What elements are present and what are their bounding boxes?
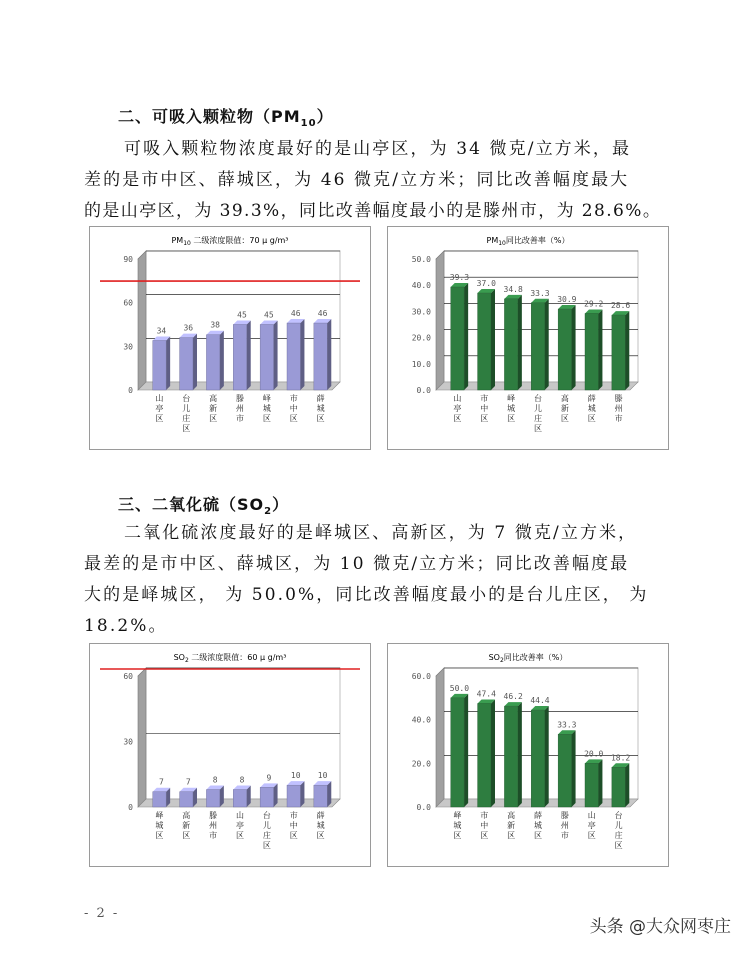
category-label-glyph: 儿 — [182, 404, 191, 413]
category-label-glyph: 州 — [209, 821, 218, 830]
category-label-glyph: 峄 — [262, 394, 271, 403]
so2-paragraph — [84, 518, 674, 642]
category-label-glyph: 庄 — [262, 831, 271, 840]
category-label — [588, 810, 596, 840]
category-label-glyph: 城 — [316, 404, 325, 413]
category-label — [615, 393, 623, 423]
paragraph-line: 最差的是市中区、薛城区，为 10 微克/立方米；同比改善幅度最 — [84, 554, 630, 574]
bar-value-label: 45 — [237, 310, 247, 320]
bar — [558, 734, 571, 807]
category-label-glyph: 高 — [209, 394, 218, 403]
category-label-glyph: 台 — [534, 394, 542, 403]
category-label-glyph: 亭 — [155, 404, 164, 413]
category-label-glyph: 市 — [289, 394, 298, 403]
bar-side — [572, 730, 576, 807]
category-label-glyph: 新 — [209, 404, 218, 413]
so2-improvement-chart — [387, 643, 669, 867]
category-label-glyph: 台 — [262, 811, 271, 820]
bar-value-label: 34 — [156, 326, 167, 336]
bar — [206, 790, 219, 807]
bar-value-label: 34.8 — [503, 284, 523, 294]
plot-side-wall — [138, 251, 146, 390]
bar-value-label: 33.3 — [557, 720, 577, 730]
bar-side — [166, 337, 170, 390]
category-label — [507, 810, 515, 840]
bar-side — [598, 759, 602, 807]
bar-value-label: 47.4 — [476, 689, 496, 699]
plot-side-wall — [138, 668, 146, 807]
bar — [585, 763, 598, 807]
bar — [478, 704, 491, 807]
y-tick-label: 40.0 — [411, 715, 431, 725]
category-label-glyph: 区 — [534, 424, 542, 433]
category-label-glyph: 薛 — [316, 394, 325, 403]
bar — [314, 785, 327, 807]
paragraph-line: 差的是市中区、薛城区，为 46 微克/立方米；同比改善幅度最大 — [84, 170, 630, 190]
category-label — [236, 393, 244, 423]
category-label-glyph: 峄 — [507, 394, 516, 403]
chart-title-text: PM — [171, 236, 184, 245]
bar-side — [518, 295, 522, 390]
bar-value-label: 7 — [185, 777, 191, 787]
category-label-glyph: 区 — [453, 414, 462, 423]
y-tick-label: 0.0 — [416, 386, 431, 395]
bar-value-label: 10 — [290, 771, 301, 781]
paragraph-line: 大的是峄城区， 为 50.0%，同比改善幅度最小的是台儿庄区， 为 — [84, 585, 649, 605]
y-tick-label: 90 — [123, 255, 133, 264]
y-tick-label: 30 — [123, 342, 133, 352]
category-label-glyph: 城 — [316, 821, 325, 830]
bar-side — [545, 706, 549, 807]
category-label-glyph: 薛 — [587, 394, 596, 403]
chart-title — [487, 235, 570, 247]
category-label-glyph: 儿 — [534, 404, 542, 413]
y-tick-label: 50.0 — [411, 255, 431, 264]
category-label-glyph: 山 — [587, 811, 596, 820]
chart-title-text-end: 二级浓度限值：60 μ g/m³ — [188, 653, 287, 662]
category-label-glyph: 滕 — [560, 811, 569, 820]
category-label-glyph: 市 — [614, 414, 623, 423]
bar-value-label: 28.6 — [610, 301, 631, 311]
category-label-glyph: 区 — [507, 414, 516, 423]
category-label-glyph: 峄 — [453, 811, 462, 820]
paragraph-line: 二氧化硫浓度最好的是峄城区、高新区，为 7 微克/立方米， — [124, 523, 638, 543]
category-label-glyph: 高 — [507, 811, 516, 820]
category-label-glyph: 区 — [289, 414, 298, 423]
bar — [153, 792, 166, 807]
category-label-glyph: 城 — [155, 821, 164, 830]
bar-side — [327, 781, 331, 807]
bar — [531, 303, 544, 390]
category-label — [561, 393, 569, 423]
category-label-glyph: 中 — [480, 404, 489, 413]
category-label-glyph: 区 — [236, 831, 244, 840]
bar-value-label: 20.0 — [584, 749, 604, 759]
heading-text: 二、可吸入颗粒物（PM — [118, 107, 301, 126]
category-label-glyph: 山 — [236, 811, 244, 820]
category-label-glyph: 州 — [236, 404, 244, 413]
category-label-glyph: 新 — [182, 821, 191, 830]
y-tick-label: 0.0 — [416, 803, 431, 812]
category-label-glyph: 新 — [560, 404, 569, 413]
plot-side-wall — [436, 668, 444, 807]
category-label-glyph: 州 — [560, 821, 569, 830]
chart-title-text: SO — [173, 653, 185, 662]
category-label-glyph: 儿 — [614, 821, 623, 830]
category-label-glyph: 新 — [507, 821, 516, 830]
category-label-glyph: 区 — [289, 831, 298, 840]
bar — [180, 338, 193, 390]
category-label — [263, 810, 271, 850]
bar-side — [464, 283, 468, 390]
bar-side — [598, 309, 602, 390]
category-label-glyph: 区 — [453, 831, 462, 840]
bar-value-label: 30.9 — [557, 295, 577, 305]
category-label-glyph: 台 — [182, 394, 191, 403]
bar — [612, 315, 625, 390]
chart-title-text-end: 同比改善率（%） — [503, 653, 568, 662]
chart-title — [174, 652, 287, 664]
y-tick-label: 60 — [123, 298, 133, 308]
bar-value-label: 10 — [317, 771, 328, 781]
category-label-glyph: 庄 — [614, 831, 623, 840]
bar-value-label: 37.0 — [476, 279, 496, 289]
bar — [585, 313, 598, 390]
bar-side — [572, 305, 576, 390]
bar-value-label: 7 — [159, 777, 164, 787]
bar — [260, 787, 273, 807]
heading-subscript: 2 — [264, 506, 273, 518]
bar-value-label: 46 — [290, 309, 301, 319]
category-label-glyph: 峄 — [155, 811, 164, 820]
category-label-glyph: 城 — [587, 404, 596, 413]
category-label-glyph: 区 — [262, 414, 271, 423]
category-label-glyph: 区 — [480, 414, 489, 423]
bar-side — [491, 289, 495, 390]
y-tick-label: 0 — [128, 386, 133, 395]
chart-title-text: PM — [486, 236, 499, 245]
category-label — [182, 810, 190, 840]
category-label — [209, 393, 217, 423]
watermark: 头条 @大众网枣庄 — [589, 917, 731, 937]
category-label-glyph: 庄 — [534, 414, 542, 423]
category-label — [155, 393, 163, 423]
y-tick-label: 10.0 — [411, 359, 431, 369]
chart-title-text-end: 同比改善率（%） — [505, 236, 570, 245]
heading-subscript: 10 — [300, 118, 317, 130]
chart-title-subscript: 2 — [499, 657, 504, 664]
plot-side-wall — [436, 251, 444, 390]
bar — [504, 706, 517, 807]
y-tick-label: 60 — [123, 672, 133, 681]
category-label — [290, 393, 298, 423]
category-label-glyph: 山 — [453, 394, 462, 403]
category-label-glyph: 区 — [155, 831, 164, 840]
y-tick-label: 20.0 — [411, 333, 431, 343]
category-label-glyph: 亭 — [236, 821, 244, 830]
bar-side — [545, 299, 549, 390]
bar — [233, 325, 246, 391]
chart-title-subscript: 10 — [498, 240, 506, 247]
category-label — [615, 810, 623, 850]
bar-value-label: 36 — [183, 323, 194, 333]
category-label-glyph: 区 — [182, 831, 191, 840]
category-label — [182, 393, 190, 433]
bar-side — [625, 763, 629, 807]
bar — [558, 309, 571, 390]
category-label-glyph: 市 — [209, 831, 218, 840]
bar-value-label: 9 — [266, 773, 272, 783]
heading-text: 三、二氧化硫（SO — [118, 495, 265, 514]
bar — [531, 710, 544, 807]
pm10-improvement-chart-svg — [388, 227, 668, 449]
pm10-concentration-chart-svg — [90, 227, 370, 449]
category-label-glyph: 市 — [480, 811, 489, 820]
category-label-glyph: 中 — [289, 404, 298, 413]
bar-side — [274, 783, 278, 807]
category-label-glyph: 中 — [289, 821, 298, 830]
category-label-glyph: 滕 — [236, 394, 244, 403]
category-label — [209, 810, 217, 840]
category-label-glyph: 庄 — [182, 414, 191, 423]
bar-value-label: 46 — [317, 309, 328, 319]
chart-title — [489, 652, 568, 664]
bar-value-label: 33.3 — [530, 288, 550, 298]
bar — [287, 785, 300, 807]
page-number: - 2 - — [84, 906, 120, 921]
category-label-glyph: 城 — [534, 821, 542, 830]
category-label — [236, 810, 244, 840]
bar-side — [247, 321, 251, 391]
category-label-glyph: 滕 — [209, 811, 218, 820]
bar — [612, 767, 625, 807]
category-label-glyph: 区 — [614, 841, 623, 850]
category-label — [290, 810, 298, 840]
bar — [287, 323, 300, 390]
bar — [451, 287, 464, 390]
category-label-glyph: 城 — [453, 821, 462, 830]
category-label — [480, 810, 488, 840]
category-label — [534, 810, 542, 840]
heading-text-end: ） — [272, 495, 290, 514]
category-label-glyph: 区 — [534, 831, 542, 840]
bar — [153, 341, 166, 390]
bar-side — [274, 321, 278, 391]
category-label — [588, 393, 596, 423]
category-label-glyph: 亭 — [587, 821, 596, 830]
bar — [233, 790, 246, 807]
bar — [206, 335, 219, 390]
chart-title-text-end: 二级浓度限值：70 μ g/m³ — [190, 236, 289, 245]
category-label-glyph: 亭 — [453, 404, 462, 413]
bar-value-label: 39.3 — [449, 273, 470, 283]
category-label-glyph: 山 — [155, 394, 164, 403]
so2-concentration-chart — [89, 643, 371, 867]
category-label-glyph: 区 — [560, 414, 569, 423]
bar-side — [464, 694, 468, 807]
category-label-glyph: 市 — [480, 394, 489, 403]
heading-text-end: ） — [316, 107, 334, 126]
bar-value-label: 45 — [264, 310, 274, 320]
bar — [478, 293, 491, 390]
bar-value-label: 38 — [210, 320, 220, 330]
bar-side — [625, 311, 629, 390]
category-label — [263, 393, 271, 423]
bar-value-label: 18.2 — [610, 753, 631, 763]
category-label-glyph: 城 — [507, 404, 516, 413]
bar — [504, 299, 517, 390]
category-label — [561, 810, 569, 840]
category-label-glyph: 滕 — [614, 394, 623, 403]
pm10-paragraph — [84, 134, 674, 227]
pm10-concentration-chart — [89, 226, 371, 450]
category-label-glyph: 区 — [316, 831, 325, 840]
bar-side — [193, 334, 197, 390]
category-label — [534, 393, 542, 433]
section-heading-so2 — [118, 492, 289, 517]
y-tick-label: 0 — [128, 803, 133, 812]
bar-side — [300, 781, 304, 807]
category-label-glyph: 薛 — [534, 811, 542, 820]
category-label — [480, 393, 488, 423]
bar-value-label: 50.0 — [449, 683, 470, 693]
category-label-glyph: 区 — [155, 414, 164, 423]
bar-value-label: 29.2 — [584, 299, 604, 309]
category-label-glyph: 市 — [560, 831, 569, 840]
category-label-glyph: 区 — [262, 841, 271, 850]
paragraph-line: 可吸入颗粒物浓度最好的是山亭区，为 34 微克/立方米，最 — [124, 139, 632, 159]
bar-side — [491, 700, 495, 807]
bar-side — [518, 702, 522, 807]
bar-value-label: 46.2 — [503, 692, 523, 702]
category-label-glyph: 中 — [480, 821, 489, 830]
category-label-glyph: 高 — [560, 394, 569, 403]
bar — [314, 323, 327, 390]
bar-side — [220, 331, 224, 390]
category-label-glyph: 区 — [587, 831, 596, 840]
category-label-glyph: 城 — [262, 404, 271, 413]
bar — [180, 792, 193, 807]
bar — [451, 698, 464, 807]
y-tick-label: 30.0 — [411, 307, 431, 317]
category-label-glyph: 区 — [507, 831, 516, 840]
category-label-glyph: 区 — [209, 414, 218, 423]
category-label-glyph: 市 — [236, 414, 244, 423]
category-label — [453, 810, 461, 840]
category-label-glyph: 区 — [587, 414, 596, 423]
category-label — [507, 393, 515, 423]
y-tick-label: 30 — [123, 737, 133, 747]
bar-value-label: 44.4 — [530, 696, 550, 706]
paragraph-line: 的是山亭区，为 39.3%，同比改善幅度最小的是滕州市，为 28.6%。 — [84, 201, 662, 221]
chart-title-subscript: 10 — [183, 240, 191, 247]
category-label — [155, 810, 163, 840]
category-label-glyph: 州 — [614, 404, 623, 413]
category-label-glyph: 区 — [316, 414, 325, 423]
category-label — [317, 393, 325, 423]
chart-title-subscript: 2 — [184, 657, 189, 664]
bar-side — [300, 319, 304, 390]
so2-concentration-chart-svg — [90, 644, 370, 866]
chart-title — [171, 235, 288, 247]
category-label-glyph: 市 — [289, 811, 298, 820]
y-tick-label: 20.0 — [411, 759, 431, 769]
bar-value-label: 8 — [239, 775, 245, 785]
pm10-improvement-chart — [387, 226, 669, 450]
y-tick-label: 60.0 — [411, 672, 431, 681]
category-label-glyph: 薛 — [316, 811, 325, 820]
category-label-glyph: 区 — [182, 424, 191, 433]
bar-value-label: 8 — [212, 775, 218, 785]
y-tick-label: 40.0 — [411, 281, 431, 291]
section-heading-pm10 — [118, 104, 334, 129]
bar — [260, 325, 273, 391]
category-label — [453, 393, 461, 423]
category-label — [317, 810, 325, 840]
so2-improvement-chart-svg — [388, 644, 668, 866]
category-label-glyph: 高 — [182, 811, 191, 820]
category-label-glyph: 儿 — [262, 821, 271, 830]
chart-title-text: SO — [488, 653, 500, 662]
bar-side — [327, 319, 331, 390]
category-label-glyph: 台 — [614, 811, 623, 820]
category-label-glyph: 区 — [480, 831, 489, 840]
paragraph-line: 18.2%。 — [84, 616, 168, 636]
